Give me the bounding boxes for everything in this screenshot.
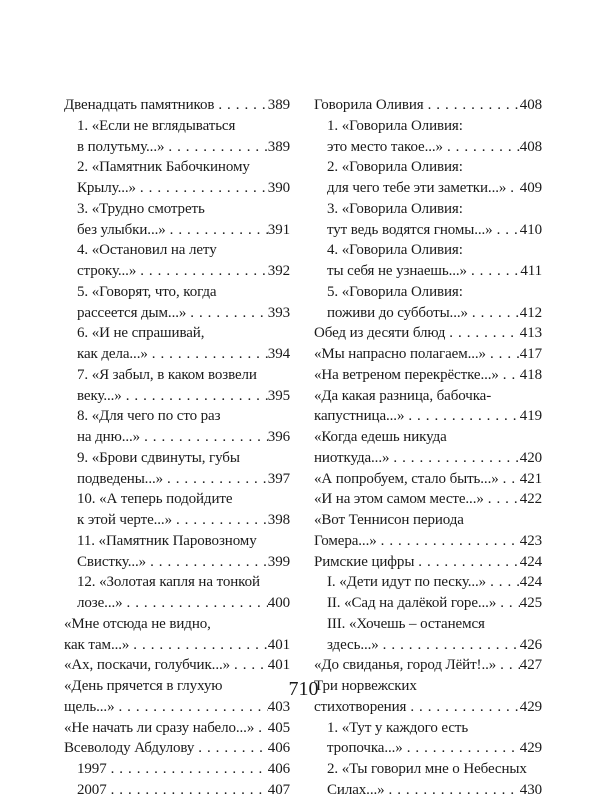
toc-entry[interactable] [64,489,290,531]
toc-entry-title: 8. «Для чего по сто раз [77,408,221,425]
toc-entry-line [64,510,290,531]
toc-entry-title: это место такое...» [327,138,443,155]
toc-entry-line [64,759,290,780]
dot-leader [230,655,268,676]
dot-leader [129,635,268,656]
toc-entry-line [314,344,542,365]
toc-entry-title: 2007 [77,781,107,798]
toc-entry-line [314,240,542,261]
toc-entry-title: ты себя не узнаешь...» [327,263,467,279]
toc-entry-title: 12. «Золотая капля на тонкой [77,574,260,591]
toc-entry-line [314,261,542,282]
toc-entry-line [64,344,290,365]
dot-leader [486,572,520,593]
dot-leader [403,738,520,759]
toc-entry-title: 11. «Памятник Паровозному [77,532,257,549]
toc-entry-line [314,178,542,199]
toc-entry-title: 1997 [77,761,107,777]
toc-page-number: 406 [267,761,290,777]
dot-leader [468,303,520,324]
toc-page-number: 425 [519,595,542,611]
toc-entry-title: поживи до субботы...» [327,304,468,321]
dot-leader [499,365,520,386]
toc-entry-title: подведены...» [77,470,164,487]
toc-entry[interactable] [314,365,542,386]
toc-entry-title: тропочка...» [327,740,403,757]
toc-page-number: 399 [267,553,290,570]
toc-entry-line [314,323,542,344]
toc-entry-title: веку...» [77,387,122,404]
toc-entry[interactable] [314,199,542,241]
toc-page-number: 401 [267,657,290,674]
toc-entry-line [64,178,290,199]
toc-entry[interactable] [314,240,542,282]
toc-entry[interactable] [314,614,542,656]
toc-entry-line [64,261,290,282]
toc-entry[interactable] [314,116,542,158]
toc-entry-line [314,303,542,324]
toc-page-number: 411 [520,263,542,279]
toc-entry-line [314,780,542,801]
toc-entry-line [64,386,290,407]
toc-entry-title: на дню...» [77,429,141,445]
toc-entry[interactable] [64,759,290,780]
toc-entry-line [314,738,542,759]
toc-entry-title: 1. «Говорила Оливия: [327,117,463,134]
toc-entry-line [64,95,290,116]
toc-entry[interactable] [64,448,290,490]
toc-entry-title: 7. «Я забыл, в каком возвели [77,366,257,383]
toc-page-number: 389 [267,138,290,155]
dot-leader [107,759,268,780]
toc-entry-title: «И на этом самом месте...» [314,491,484,508]
toc-entry-line [314,406,542,427]
toc-entry-line [64,593,290,614]
toc-entry-line [314,552,542,573]
toc-entry-line [64,531,290,552]
toc-entry-title: «До свиданья, город Лёйт!..» [314,657,497,674]
toc-page-number: 389 [267,97,290,113]
dot-leader [140,427,268,448]
toc-entry-title: рассеется дым...» [77,304,187,321]
toc-entry-title: «Мне отсюда не видно, [64,615,211,632]
toc-entry-line [314,448,542,469]
toc-page-number: 390 [267,180,290,196]
toc-entry-title: 10. «А теперь подойдите [77,491,233,508]
toc-entry[interactable] [64,655,290,676]
toc-page-number: 417 [519,346,542,362]
toc-entry-title: Обед из десяти блюд [314,325,446,342]
toc-entry[interactable] [314,427,542,469]
toc-entry[interactable] [314,157,542,199]
dot-leader [107,780,268,801]
toc-page-number: 419 [519,408,542,425]
toc-entry-line [64,655,290,676]
toc-entry-title: «Вот Теннисон периода [314,512,464,528]
toc-page-number: 408 [519,97,542,113]
dot-leader [136,261,268,282]
toc-entry[interactable] [64,718,290,739]
toc-page-number: 418 [519,366,542,383]
dot-leader [172,510,268,531]
toc-entry-title: без улыбки...» [77,221,166,238]
toc-entry-line [314,365,542,386]
toc-entry-title: II. «Сад на далёкой горе...» [327,595,497,611]
toc-entry[interactable] [314,95,542,116]
toc-page-number: 394 [267,346,290,362]
dot-leader [414,552,520,573]
toc-page-number: 400 [267,595,290,611]
toc-entry-title: Гомера...» [314,532,377,549]
toc-entry-line [314,489,542,510]
toc-entry-line [64,780,290,801]
toc-page-number: 395 [267,387,290,404]
toc-entry-line [314,531,542,552]
toc-entry-line [314,655,542,676]
toc-entry[interactable] [314,323,542,344]
dot-leader [123,593,268,614]
toc-entry[interactable] [64,738,290,759]
toc-entry[interactable] [64,240,290,282]
toc-page-number: 409 [519,180,542,196]
dot-leader [496,655,520,676]
toc-entry[interactable] [314,593,542,614]
toc-entry-line [314,220,542,241]
toc-entry[interactable] [64,157,290,199]
toc-page-number: 408 [519,138,542,155]
dot-leader [379,635,520,656]
toc-page-number: 401 [267,636,290,653]
toc-page-number: 426 [519,636,542,653]
toc-page-number: 406 [267,740,290,757]
toc-page-number: 413 [519,325,542,342]
toc-entry-line [64,427,290,448]
toc-entry-line [64,489,290,510]
dot-leader [164,137,267,158]
toc-page-number: 423 [519,532,542,549]
dot-leader [493,220,520,241]
toc-entry-title: III. «Хочешь – останемся [327,615,485,632]
toc-entry-title: 9. «Брови сдвинуты, губы [77,449,240,466]
toc-entry-title: щель...» [64,698,115,715]
dot-leader [377,531,520,552]
toc-page-number: 407 [267,781,290,798]
toc-entry-title: 2. «Ты говорил мне о Небесных [327,761,527,777]
toc-entry-title: 3. «Трудно смотреть [77,200,205,217]
toc-page-number: 412 [519,304,542,321]
toc-page-number: 427 [519,657,542,674]
toc-entry-line [64,572,290,593]
toc-entry-line [314,510,542,531]
dot-leader [443,137,520,158]
dot-leader [445,323,520,344]
dot-leader [404,406,519,427]
dot-leader [506,178,520,199]
dot-leader [194,738,268,759]
toc-page-number: 422 [519,491,542,508]
toc-entry-title: 5. «Говорят, что, когда [77,283,217,300]
toc-entry-title: 6. «И не спрашивай, [77,325,205,342]
dot-leader [214,95,267,116]
toc-entry-title: «Ах, поскачи, голубчик...» [64,657,231,674]
toc-entry-title: лозе...» [77,595,123,611]
toc-entry[interactable] [314,655,542,676]
toc-entry-line [314,427,542,448]
toc-entry-line [64,448,290,469]
toc-entry[interactable] [64,116,290,158]
toc-entry-title: 2. «Говорила Оливия: [327,159,463,176]
dot-leader [254,718,268,739]
toc-page-number: 429 [519,698,542,715]
toc-entry-title: строку...» [77,263,137,279]
toc-page-number: 421 [519,470,542,487]
toc-entry-title: Двенадцать памятников [64,97,215,113]
toc-entry-title: I. «Дети идут по песку...» [327,574,487,591]
toc-entry-line [314,282,542,303]
toc-page-number: 424 [519,553,542,570]
toc-entry-title: «Когда едешь никуда [314,429,447,445]
toc-entry-title: ниоткуда...» [314,449,390,466]
dot-leader [122,386,268,407]
toc-entry-title: «На ветреном перекрёстке...» [314,366,499,383]
toc-entry-title: как там...» [64,636,130,653]
toc-entry-line [64,614,290,635]
toc-entry[interactable] [314,282,542,324]
toc-entry-line [64,282,290,303]
toc-entry-title: «Не начать ли сразу набело...» [64,719,255,736]
toc-page-number: 424 [519,574,542,591]
toc-page-number: 393 [267,304,290,321]
toc-entry-title: Всеволоду Абдулову [64,740,195,757]
toc-entry[interactable] [64,323,290,365]
toc-entry-title: как дела...» [77,346,148,362]
toc-entry[interactable] [314,469,542,490]
toc-entry-line [314,635,542,656]
toc-entry-title: «Да какая разница, бабочка- [314,387,492,404]
toc-entry-title: «День прячется в глухую [64,678,223,694]
toc-entry-line [64,718,290,739]
toc-page-number: 405 [267,719,290,736]
toc-entry-title: 1. «Если не вглядываться [77,117,236,134]
toc-entry-line [64,157,290,178]
toc-entry-title: для чего тебе эти заметки...» [327,180,507,196]
dot-leader [486,344,520,365]
toc-entry[interactable] [314,572,542,593]
toc-page-number: 420 [519,449,542,466]
toc-entry[interactable] [64,572,290,614]
toc-entry-line [64,635,290,656]
toc-entry[interactable] [314,759,542,801]
toc-page-number: 396 [267,429,290,445]
dot-leader [499,469,520,490]
toc-entry-line [64,738,290,759]
toc-entry-title: Римские цифры [314,553,415,570]
toc-entry-title: здесь...» [327,636,379,653]
toc-entry[interactable] [314,489,542,510]
toc-entry-line [64,220,290,241]
toc-entry-line [64,137,290,158]
toc-entry-title: капустница...» [314,408,405,425]
dot-leader [146,552,268,573]
toc-entry-title: 2. «Памятник Бабочкиному [77,159,250,176]
toc-entry-line [314,593,542,614]
toc-page-number: 410 [519,221,542,238]
toc-entry-title: Крылу...» [77,180,136,196]
toc-page-number: 392 [267,263,290,279]
toc-entry-line [64,365,290,386]
toc-entry-line [314,386,542,407]
toc-entry[interactable] [64,780,290,801]
toc-entry[interactable] [314,344,542,365]
dot-leader [389,448,519,469]
toc-entry-title: Свистку...» [77,553,147,570]
dot-leader [166,220,268,241]
dot-leader [496,593,520,614]
toc-entry-title: тут ведь водятся гномы...» [327,221,493,238]
toc-entry-title: 1. «Тут у каждого есть [327,719,469,736]
dot-leader [186,303,268,324]
toc-entry-line [314,137,542,158]
toc-page-number: 397 [267,470,290,487]
dot-leader [424,95,520,116]
dot-leader [385,780,520,801]
toc-entry[interactable] [314,510,542,552]
toc-entry-line [314,199,542,220]
toc-page-number: 429 [519,740,542,757]
toc-entry-line [64,406,290,427]
toc-entry-title: «Мы напрасно полагаем...» [314,346,486,362]
toc-entry-title: 3. «Говорила Оливия: [327,200,463,217]
toc-entry-title: Говорила Оливия [314,97,424,113]
toc-entry-line [314,759,542,780]
dot-leader [484,489,520,510]
toc-entry-line [314,157,542,178]
toc-page-number: 403 [267,698,290,715]
toc-entry-line [64,116,290,137]
toc-entry-line [64,240,290,261]
toc-entry-title: в полутьму...» [77,138,165,155]
toc-page-number: 430 [519,781,542,798]
toc-entry[interactable] [314,718,542,760]
toc-entry[interactable] [64,531,290,573]
toc-entry-title: 4. «Остановил на лету [77,242,217,259]
toc-entry-title: Силах...» [327,781,385,798]
dot-leader [467,261,520,282]
dot-leader [148,344,268,365]
toc-entry-line [314,572,542,593]
toc-entry-line [314,718,542,739]
toc-entry[interactable] [64,614,290,656]
toc-entry-title: стихотворения [314,698,407,715]
dot-leader [136,178,268,199]
toc-page-number: 398 [267,512,290,528]
toc-entry-title: «А попробуем, стало быть...» [314,470,499,487]
toc-entry-line [64,552,290,573]
toc-entry-line [314,614,542,635]
page-number: 710 [288,678,319,700]
toc-entry-line [314,116,542,137]
toc-entry[interactable] [314,552,542,573]
toc-entry-title: Три норвежских [314,678,417,694]
toc-entry-line [64,469,290,490]
toc-entry-title: 4. «Говорила Оливия: [327,242,463,259]
toc-entry[interactable] [64,365,290,407]
toc-entry[interactable] [64,95,290,116]
toc-entry-line [64,323,290,344]
toc-entry[interactable] [64,282,290,324]
toc-entry-line [64,303,290,324]
toc-entry[interactable] [64,199,290,241]
toc-entry[interactable] [314,386,542,428]
toc-entry-title: 5. «Говорила Оливия: [327,283,463,300]
dot-leader [163,469,268,490]
toc-entry-title: к этой черте...» [77,512,172,528]
toc-entry-line [64,199,290,220]
toc-entry[interactable] [64,406,290,448]
toc-entry-line [314,95,542,116]
toc-entry-line [314,469,542,490]
toc-page-number: 391 [267,221,290,238]
